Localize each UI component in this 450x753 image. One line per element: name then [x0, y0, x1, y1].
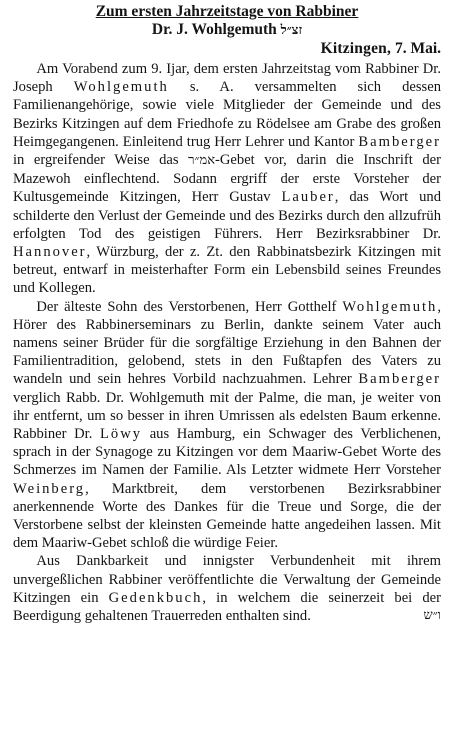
emphasized-name: Löwy: [100, 426, 143, 443]
emphasized-name: Hannover: [13, 244, 87, 261]
emphasized-name: Lauber: [281, 189, 335, 206]
dateline-date: 7. Mai.: [394, 40, 441, 57]
emphasized-name: Weinberg: [13, 480, 86, 497]
author-signature: ו״ש: [423, 608, 441, 624]
emphasized-name: Wohlgemuth: [73, 79, 169, 96]
hebrew-word: אמ״ר: [188, 153, 216, 169]
paragraph-2: [13, 298, 441, 553]
text-run: in ergreifender Weise das: [13, 152, 189, 169]
title-line-2: [13, 21, 441, 40]
text-run: Aus Dankbarkeit und innigster Verbundenheit mit ihrem unvergeßlichen Rabbiner veröffentlichte die Verwaltung der Gemeinde Kitzingen ein: [13, 553, 441, 606]
text-run: , in welchem die seinerzeit bei der Beerdigung gehaltenen Trauerreden enthalten sind.: [13, 589, 441, 625]
title-hebrew-abbreviation: זצ״ל: [280, 23, 303, 38]
paragraph-3: [13, 552, 441, 625]
emphasized-name: Bamberger: [358, 133, 441, 150]
dateline-city: Kitzingen,: [320, 40, 392, 57]
text-run: aus Hamburg, ein Schwager des Verblichenen, sprach in der Synagoge zu Kitzingen vor dem Maariw-Gebet Worte des Schmerzes im Namen der Familie. Als Letzter widmete Herr Vorsteher: [13, 426, 441, 479]
article-body: [13, 60, 441, 625]
text-run: Der älteste Sohn des Verstorbenen, Herr Gotthelf: [36, 298, 343, 315]
text-run: , Hörer des Rabbinerseminars zu Berlin, dankte seinem Vater auch namens seiner Brüder für die sorgfältige Erziehung in den Bahnen der Familientradition, gelobend, stets in den Fußtapfen des Vaters zu wandeln und sein hehres Vorbild nachzuahmen. Lehrer: [13, 298, 441, 388]
text-run: -Gebet vor, darin die Inschrift der Mazewoh einflechtend. Sodann ergriff der erste Vorsteher der Kultusgemeinde Kitzingen, Herr Gustav: [13, 152, 441, 206]
text-run: s. A. versammelten sich dessen Familienangehörige, sowie viele Mitglieder der Gemeinde und des Bezirks Kitzingen auf dem Friedhofe zu Rödelsee am Grabe des großen Heimgegangenen. Einleitend trug Herr Lehrer und Kantor: [13, 79, 441, 150]
text-run: verglich Rabb. Dr. Wohlgemuth mit der Palme, die man, je weiter von ihr entfernt, um so besser in ihren Umrissen als edelsten Baum erkenne. Rabbiner Dr.: [13, 389, 441, 443]
dateline: [13, 40, 441, 58]
text-run: Am Vorabend zum 9. Ijar, dem ersten Jahrzeitstag vom Rabbiner Dr. Joseph: [13, 61, 441, 96]
text-run: , Marktbreit, dem verstorbenen Bezirksrabbiner anerkennende Worte des Dankes für die Treue und Sorge, die der Verstorbene selbst der kleinsten Gemeinde hatte angedeihen lassen. Mit dem Maariw-Gebet schloß die würdige Feier.: [13, 480, 441, 552]
text-run: , Würzburg, der z. Zt. den Rabbinatsbezirk Kitzingen mit betreut, entwarf in meisterhafter Form ein Lebensbild seines Freundes und Kollegen.: [13, 244, 441, 297]
text-run: , das Wort und schilderte den Verlust der Gemeinde und des Bezirks durch den allzufrüh erfolgten Tod des geistigen Führers. Herr Bezirksrabbiner Dr.: [13, 189, 441, 242]
emphasized-word: Gedenkbuch: [108, 589, 203, 606]
emphasized-name: Wohlgemuth: [342, 298, 438, 315]
emphasized-name: Bamberger: [358, 371, 441, 388]
title-name: Dr. J. Wohlgemuth: [151, 21, 277, 38]
article-title: [13, 3, 441, 40]
title-line-1: Zum ersten Jahrzeitstage von Rabbiner: [95, 3, 359, 20]
paragraph-1: [13, 60, 441, 298]
